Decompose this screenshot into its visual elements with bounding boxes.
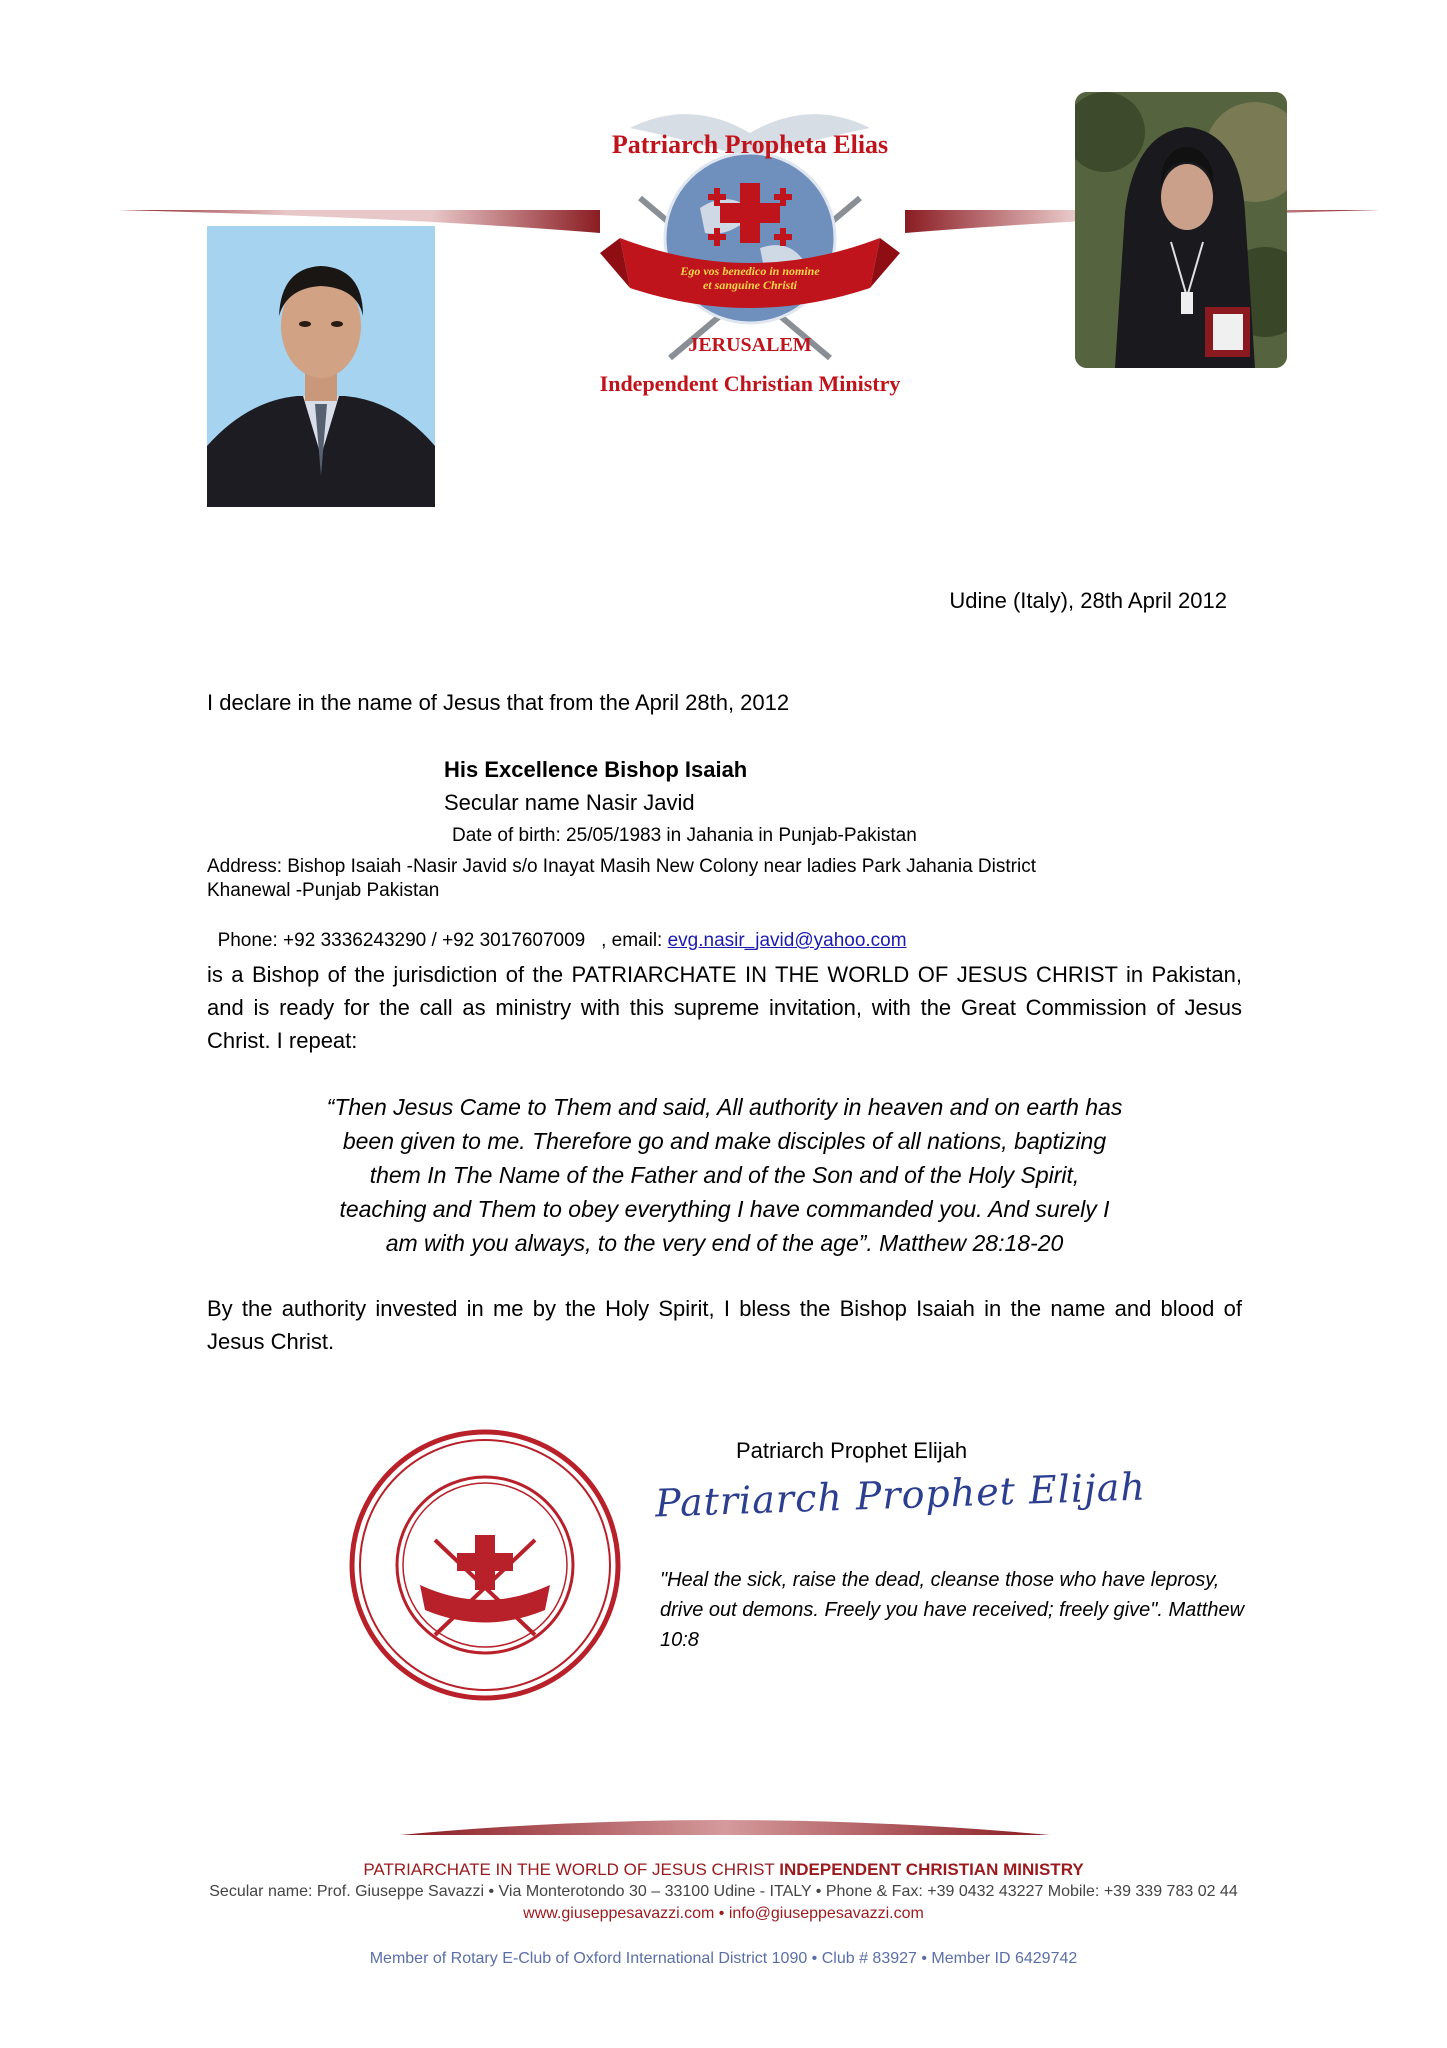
- quote-line: am with you always, to the very end of the age”. Matthew 28:18-20: [385, 1230, 1064, 1256]
- footer-rotary-line: Member of Rotary E-Club of Oxford International District 1090 • Club # 83927 • Member ID 6429742: [369, 1950, 1078, 1967]
- intro-text: I declare in the name of Jesus that from the April 28th, 2012: [207, 690, 790, 715]
- logo-city: JERUSALEM: [688, 334, 812, 356]
- address-line-2: Khanewal -Punjab Pakistan: [207, 880, 440, 901]
- patriarchate-seal: [345, 1425, 625, 1705]
- quote-line: been given to me. Therefore go and make disciples of all nations, baptizing: [342, 1128, 1107, 1154]
- bishop-name: His Excellence Bishop Isaiah: [444, 757, 748, 782]
- logo-motto-1: Ego vos benedico in nomine: [680, 264, 820, 278]
- secular-name: Secular name Nasir Javid: [444, 790, 695, 815]
- quote-line: “Then Jesus Came to Them and said, All authority in heaven and on earth has: [326, 1094, 1123, 1120]
- footer-org-line: [0, 1860, 1447, 1880]
- quote-line: teaching and Them to obey everything I have commanded you. And surely I: [339, 1196, 1110, 1222]
- phone-email-line: [207, 905, 907, 953]
- scripture-quote: [207, 1090, 1242, 1260]
- footer-web-line: www.giuseppesavazzi.com • info@giuseppesavazzi.com: [523, 1905, 924, 1922]
- ministry-logo: [580, 88, 920, 408]
- bishop-photo: [207, 226, 435, 507]
- footer-org-name: PATRIARCHATE IN THE WORLD OF JESUS CHRIST: [363, 1860, 780, 1879]
- email-link[interactable]: evg.nasir_javid@yahoo.com: [667, 930, 907, 951]
- date-of-birth: Date of birth: 25/05/1983 in Jahania in Punjab-Pakistan: [452, 825, 917, 846]
- body-paragraph-1: is a Bishop of the jurisdiction of the PATRIARCHATE IN THE WORLD OF JESUS CHRIST in Pakistan, and is ready for the call as ministry with this supreme invitation, with the Great Commission of Jesus Christ. I repeat:: [207, 962, 1242, 1053]
- footer-ministry-name: INDEPENDENT CHRISTIAN MINISTRY: [779, 1860, 1084, 1879]
- place-date: Udine (Italy), 28th April 2012: [949, 588, 1227, 613]
- handwritten-signature: Patriarch Prophet Elijah: [654, 1464, 1147, 1526]
- footer-address-line: Secular name: Prof. Giuseppe Savazzi • Via Monterotondo 30 – 33100 Udine - ITALY • Phone & Fax: +39 0432 43227 Mobile: +39 339 783 02 44: [209, 1883, 1238, 1900]
- logo-subtitle: Independent Christian Ministry: [599, 371, 901, 396]
- patriarch-photo: [1075, 92, 1287, 368]
- quote-line: them In The Name of the Father and of the Son and of the Holy Spirit,: [369, 1162, 1080, 1188]
- phone-text: Phone: +92 3336243290 / +92 3017607009 , email:: [217, 930, 668, 951]
- closing-quote: "Heal the sick, raise the dead, cleanse those who have leprosy, drive out demons. Freely you have received; freely give". Matthew 10:8: [660, 1569, 1245, 1651]
- logo-motto-2: et sanguine Christi: [702, 278, 798, 292]
- address-line-1: Address: Bishop Isaiah -Nasir Javid s/o Inayat Masih New Colony near ladies Park Jahania District: [207, 856, 1036, 877]
- logo-title: Patriarch Propheta Elias: [611, 130, 889, 159]
- body-paragraph-2: By the authority invested in me by the Holy Spirit, I bless the Bishop Isaiah in the name and blood of Jesus Christ.: [207, 1296, 1242, 1354]
- footer-swoosh: [0, 1800, 1447, 1840]
- signer-name: Patriarch Prophet Elijah: [736, 1438, 968, 1463]
